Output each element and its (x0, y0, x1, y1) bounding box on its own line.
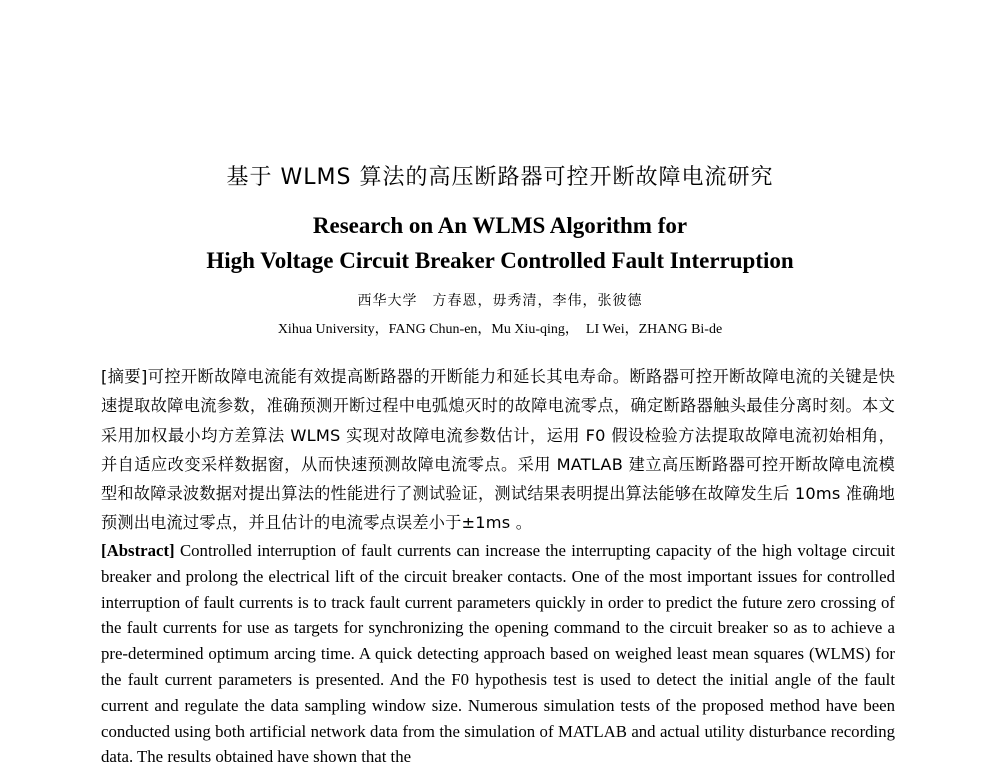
english-title-line-2: High Voltage Circuit Breaker Controlled Fault Interruption (206, 248, 794, 273)
authors-chinese: 西华大学 方春恩，毋秀清，李伟，张彼德 (357, 293, 643, 309)
abstract-chinese-text: 可控开断故障电流能有效提高断路器的开断能力和延长其电寿命。断路器可控开断故障电流的关键是快速提取故障电流参数，准确预测开断过程中电弧熄灭时的故障电流零点，确定断路器触头最佳分离时刻。本文采用加权最小均方差算法 WLMS 实现对故障电流参数估计，运用 F0 假设检验方法提取故障电流初始相角，并自适应改变采样数据窗，从而快速预测故障电流零点。采用 MATLAB 建立高压断路器可控开断故障电流模型和故障录波数据对提出算法的性能进行了测试验证，测试结果表明提出算法能够在故障发生后 10ms 准确地预测出电流过零点，并且估计的电流零点误差小于±1ms 。 (101, 367, 895, 533)
abstract-english-text: Controlled interruption of fault currents can increase the interrupting capacity of the high voltage circuit breaker and prolong the electrical lift of the circuit breaker contacts. One of the most important issues for controlled interruption of fault currents is to track fault current parameters quickly in order to predict the future zero crossing of the fault currents for use as targets for synchronizing the opening command to the circuit breaker so as to achieve a pre-determined optimum arcing time. A quick detecting approach based on weighed least mean squares (WLMS) for the fault current parameters is presented. And the F0 hypothesis test is used to detect the initial angle of the fault current and regulate the data sampling window size. Numerous simulation tests of the proposed method have been conducted using both artificial network data from the simulation of MATLAB and actual utility disturbance recording data. The results obtained have shown that the (101, 541, 895, 767)
english-title-line-1: Research on An WLMS Algorithm for (312, 213, 688, 238)
english-title (0, 208, 1000, 278)
abstract-chinese-tag: [摘要] (101, 367, 148, 386)
abstract-chinese (101, 362, 895, 538)
chinese-title: 基于 WLMS 算法的高压断路器可控开断故障电流研究 (226, 165, 774, 190)
abstract-english (101, 538, 895, 770)
authors-english: Xihua University，FANG Chun-en，Mu Xiu-qing， LI Wei，ZHANG Bi-de (277, 322, 723, 337)
abstract-english-tag: [Abstract] (101, 541, 175, 560)
